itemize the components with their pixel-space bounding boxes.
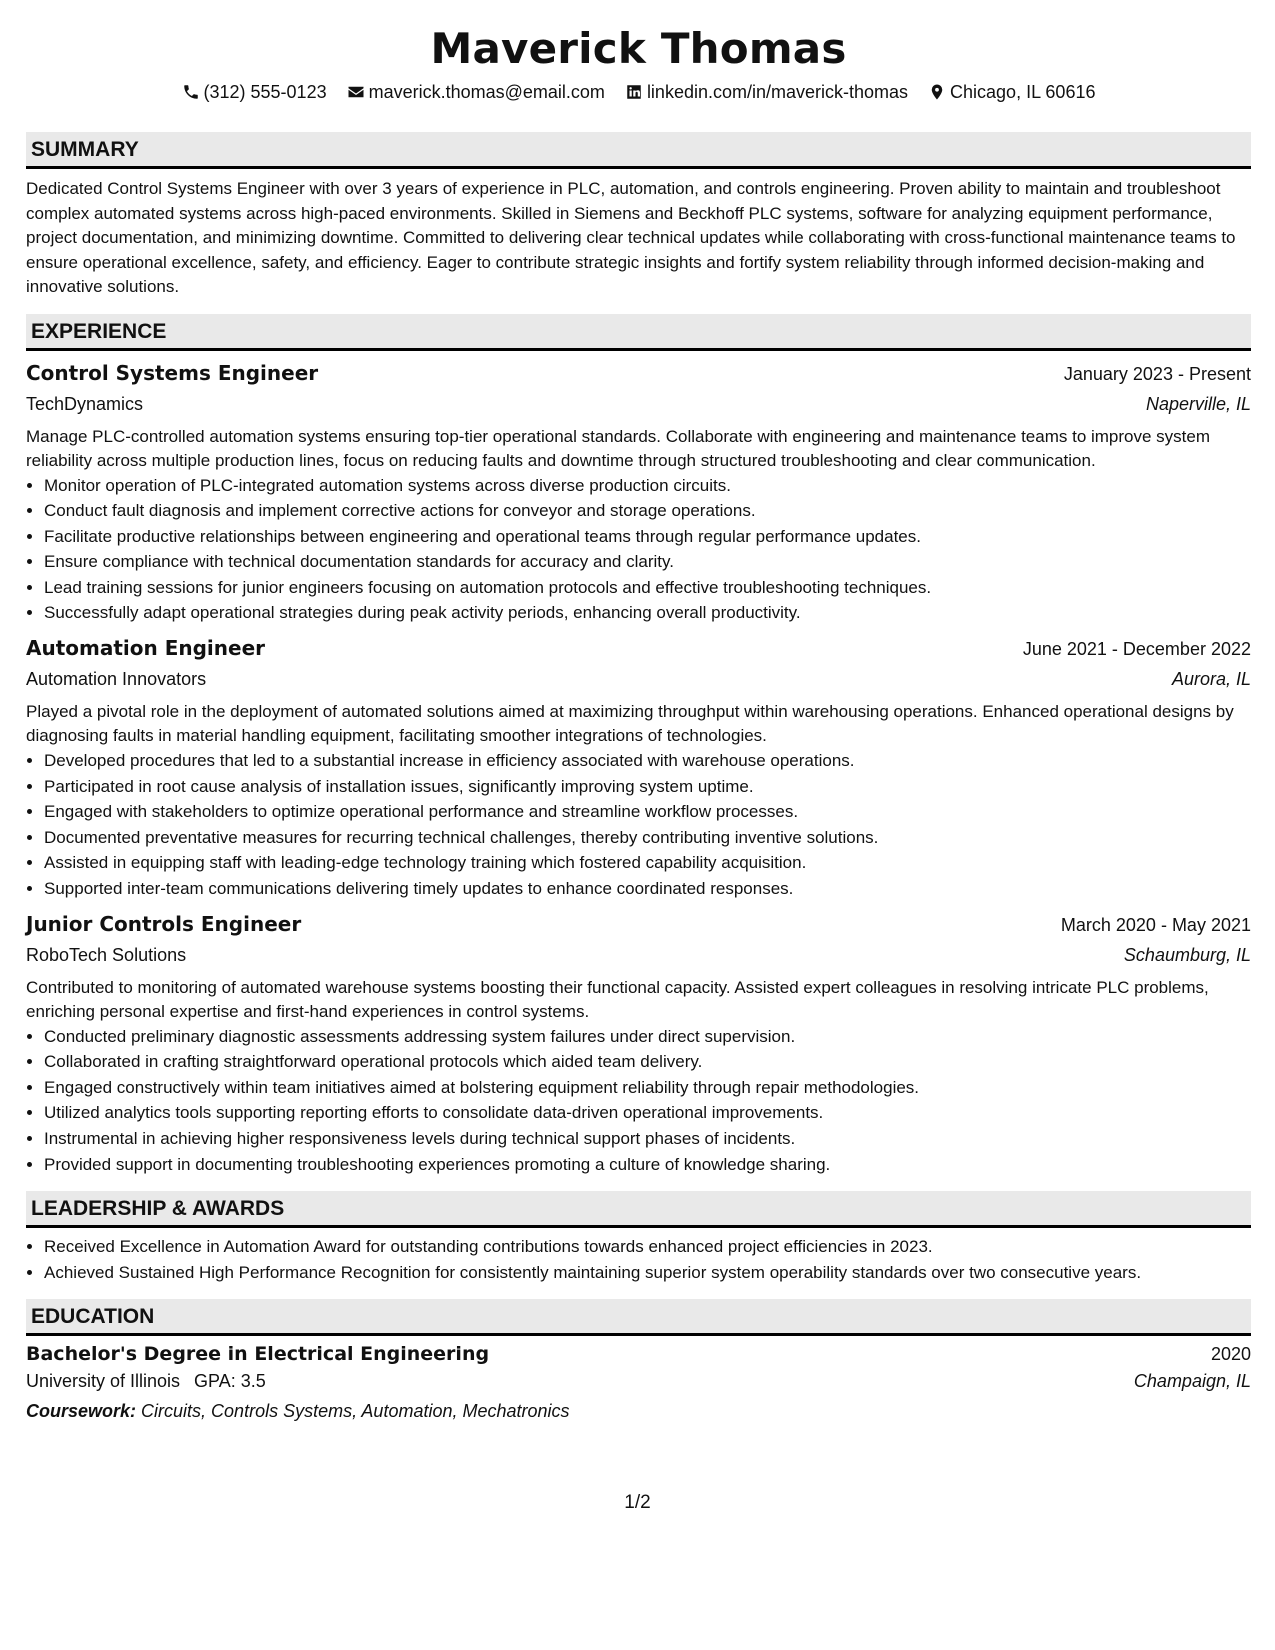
- job-company: Automation Innovators: [26, 669, 207, 690]
- job-bullets: [26, 1024, 1251, 1178]
- job-entry: [26, 910, 1251, 1178]
- list-item: • Conduct fault diagnosis and implement corrective actions for conveyor and storage operations.: [44, 498, 1251, 524]
- list-item: • Documented preventative measures for recurring technical challenges, thereby contributing inventive solutions.: [44, 825, 1251, 851]
- phone-icon: [182, 83, 200, 101]
- coursework: [26, 1398, 1251, 1424]
- summary-text: Dedicated Control Systems Engineer with over 3 years of experience in PLC, automation, and controls engineering. Proven ability to maintain and troubleshoot complex automated systems across high-paced environments. Skilled in Siemens and Beckhoff PLC systems, software for analyzing equipment performance, project documentation, and minimizing downtime. Committed to delivering clear technical updates while collaborating with cross-functional maintenance teams to ensure operational excellence, safety, and efficiency. Eager to contribute strategic insights and fortify system reliability through informed decision-making and innovative solutions.: [26, 179, 1236, 296]
- education-section: [26, 1299, 1251, 1424]
- job-location: Schaumburg, IL: [1123, 944, 1251, 965]
- envelope-icon: [347, 83, 365, 101]
- job-bullets: [26, 473, 1251, 627]
- list-item: • Successfully adapt operational strategies during peak activity periods, enhancing overall productivity.: [44, 600, 1251, 626]
- page-number: 1/2: [624, 1492, 651, 1513]
- list-item: • Collaborated in crafting straightforward operational protocols which aided team delivery.: [44, 1049, 1251, 1075]
- awards-list: [26, 1234, 1251, 1285]
- job-description: Manage PLC-controlled automation systems ensuring top-tier operational standards. Collaborate with engineering and maintenance teams to improve system reliability across multiple production lines, focus on reducing faults and downtime through structured troubleshooting and clear communication.: [26, 426, 1211, 470]
- job-description: Contributed to monitoring of automated warehouse systems boosting their functional capacity. Assisted expert colleagues in resolving intricate PLC problems, enriching personal expertise and first-hand experiences in control systems.: [26, 977, 1209, 1021]
- school-location: Champaign, IL: [1133, 1371, 1251, 1392]
- job-company: TechDynamics: [26, 393, 144, 414]
- summary-section: [26, 132, 1251, 300]
- contact-email[interactable]: [347, 80, 605, 104]
- job-location: Aurora, IL: [1171, 669, 1251, 690]
- section-heading-education: EDUCATION: [26, 1299, 1251, 1336]
- contact-phone: [182, 80, 327, 104]
- contact-linkedin[interactable]: [625, 80, 908, 104]
- job-entry: [26, 359, 1251, 627]
- list-item: • Monitor operation of PLC-integrated automation systems across diverse production circuits.: [44, 473, 1251, 499]
- section-heading-awards: LEADERSHIP & AWARDS: [26, 1191, 1251, 1228]
- linkedin-link[interactable]: linkedin.com/in/maverick-thomas: [646, 82, 909, 102]
- linkedin-icon: [625, 83, 643, 101]
- job-dates: June 2021 - December 2022: [1022, 639, 1251, 660]
- list-item: • Participated in root cause analysis of installation issues, significantly improving system uptime.: [44, 774, 1251, 800]
- awards-section: [26, 1191, 1251, 1285]
- list-item: • Received Excellence in Automation Award for outstanding contributions towards enhanced project efficiencies in 2023.: [44, 1234, 1251, 1260]
- list-item: • Engaged with stakeholders to optimize operational performance and streamline workflow processes.: [44, 799, 1251, 825]
- job-location: Naperville, IL: [1145, 393, 1251, 414]
- experience-section: [26, 314, 1251, 1178]
- list-item: • Lead training sessions for junior engineers focusing on automation protocols and effective troubleshooting techniques.: [44, 575, 1251, 601]
- section-heading-summary: SUMMARY: [26, 132, 1251, 169]
- list-item: • Utilized analytics tools supporting reporting efforts to consolidate data-driven operational improvements.: [44, 1100, 1251, 1126]
- list-item: • Ensure compliance with technical documentation standards for accuracy and clarity.: [44, 549, 1251, 575]
- list-item: • Achieved Sustained High Performance Recognition for consistently maintaining superior system operability standards over two consecutive years.: [44, 1260, 1251, 1286]
- school-name: University of Illinois: [26, 1371, 181, 1392]
- job-entry: [26, 634, 1251, 902]
- job-bullets: [26, 748, 1251, 902]
- job-title: Automation Engineer: [26, 636, 266, 661]
- list-item: • Provided support in documenting troubleshooting experiences promoting a culture of knowledge sharing.: [44, 1152, 1251, 1178]
- section-heading-experience: EXPERIENCE: [26, 314, 1251, 351]
- job-company: RoboTech Solutions: [26, 944, 187, 965]
- list-item: • Conducted preliminary diagnostic assessments addressing system failures under direct supervision.: [44, 1024, 1251, 1050]
- list-item: • Developed procedures that led to a substantial increase in efficiency associated with warehouse operations.: [44, 748, 1251, 774]
- list-item: • Engaged constructively within team initiatives aimed at bolstering equipment reliability through repair methodologies.: [44, 1075, 1251, 1101]
- email-link[interactable]: maverick.thomas@email.com: [368, 82, 605, 102]
- contact-location: [928, 80, 1095, 104]
- job-description: Played a pivotal role in the deployment of automated solutions aimed at maximizing throughput within warehousing operations. Enhanced operational designs by diagnosing faults in material handling equipment, facilitating smoother integrations of technologies.: [26, 702, 1234, 746]
- list-item: • Facilitate productive relationships between engineering and operational teams through regular performance updates.: [44, 524, 1251, 550]
- degree-title: Bachelor's Degree in Electrical Engineering: [26, 1343, 490, 1366]
- phone-text: (312) 555-0123: [203, 82, 327, 102]
- location-text: Chicago, IL 60616: [950, 82, 1096, 102]
- list-item: • Supported inter-team communications delivering timely updates to enhance coordinated responses.: [44, 876, 1251, 902]
- coursework-label: Coursework:: [26, 1401, 137, 1422]
- job-dates: January 2023 - Present: [1063, 363, 1251, 384]
- resume-page: [26, 0, 1251, 1424]
- school-info: [26, 1368, 266, 1394]
- gpa: GPA: 3.5: [194, 1371, 266, 1392]
- graduation-year: 2020: [1210, 1344, 1251, 1365]
- candidate-name: Maverick Thomas: [430, 24, 847, 73]
- coursework-list: Circuits, Controls Systems, Automation, Mechatronics: [141, 1401, 570, 1422]
- list-item: • Assisted in equipping staff with leading-edge technology training which fostered capability acquisition.: [44, 850, 1251, 876]
- job-title: Control Systems Engineer: [26, 360, 319, 385]
- list-item: • Instrumental in achieving higher responsiveness levels during technical support phases of incidents.: [44, 1126, 1251, 1152]
- contact-bar: [26, 80, 1251, 104]
- map-pin-icon: [928, 83, 946, 101]
- job-dates: March 2020 - May 2021: [1060, 914, 1251, 935]
- job-title: Junior Controls Engineer: [26, 911, 302, 936]
